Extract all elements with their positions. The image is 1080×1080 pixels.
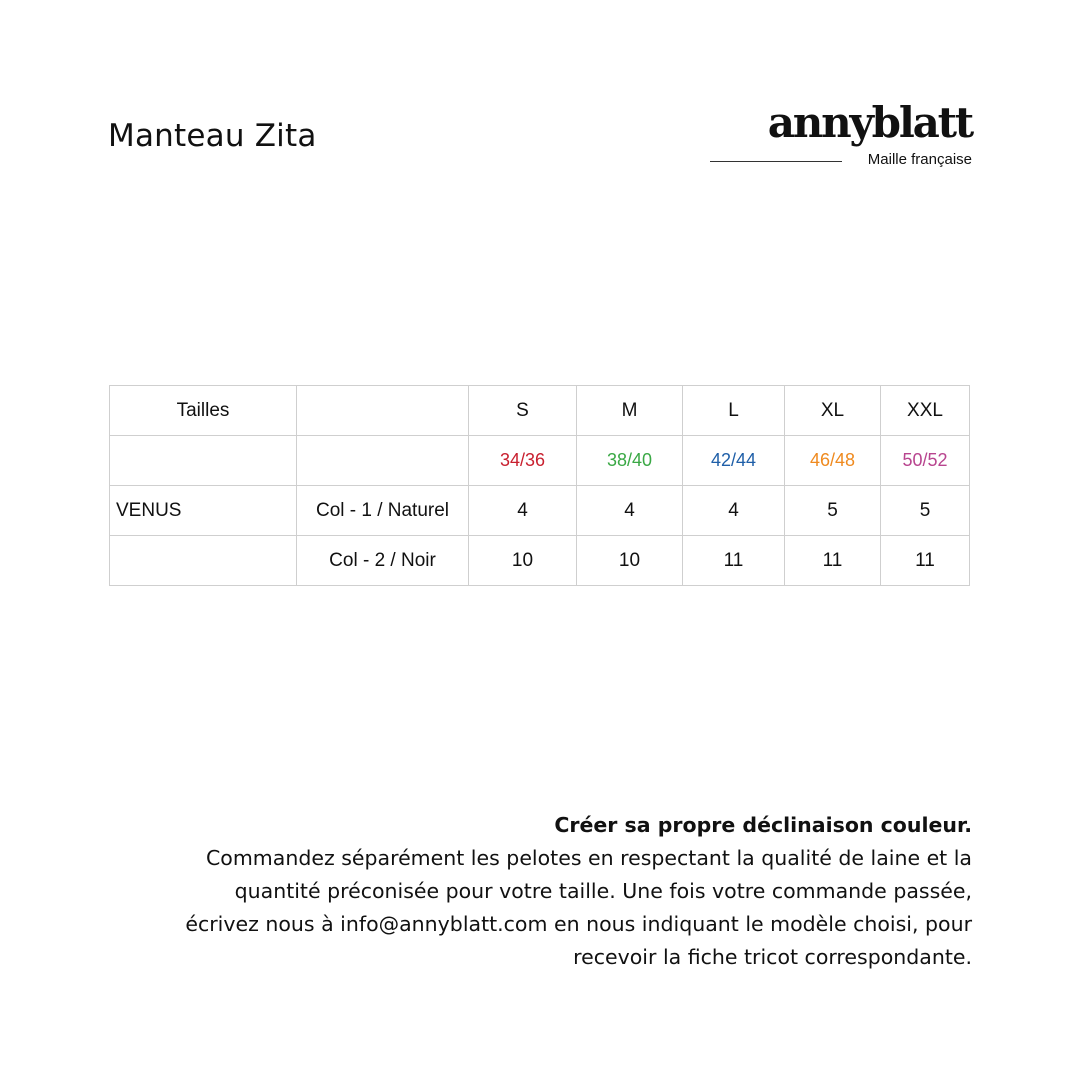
header-cell-sizes: Tailles (110, 386, 297, 436)
table-row (110, 486, 970, 536)
range-cell: 46/48 (785, 436, 881, 486)
quantity-cell: 4 (683, 486, 785, 536)
quantity-cell: 11 (785, 536, 881, 586)
logo-divider (710, 161, 842, 162)
size-table-grid (109, 385, 970, 586)
header-cell-xl: XL (785, 386, 881, 436)
quantity-cell: 11 (683, 536, 785, 586)
range-cell: 34/36 (469, 436, 577, 486)
size-table (109, 385, 970, 586)
quantity-cell: 10 (469, 536, 577, 586)
table-header-row (110, 386, 970, 436)
range-cell-empty (110, 436, 297, 486)
quantity-cell: 5 (881, 486, 970, 536)
quantity-cell: 10 (577, 536, 683, 586)
quantity-cell: 5 (785, 486, 881, 536)
note-line: recevoir la fiche tricot correspondante. (573, 945, 972, 969)
note-line: quantité préconisée pour votre taille. Une fois votre commande passée, (234, 879, 972, 903)
header-cell-s: S (469, 386, 577, 436)
page-title: Manteau Zita (108, 118, 317, 154)
header-cell-xxl: XXL (881, 386, 970, 436)
quantity-cell: 4 (577, 486, 683, 536)
yarn-name-cell: VENUS (110, 486, 297, 536)
range-cell: 42/44 (683, 436, 785, 486)
colour-cell: Col - 2 / Noir (297, 536, 469, 586)
header-cell-empty (297, 386, 469, 436)
quantity-cell: 4 (469, 486, 577, 536)
yarn-name-cell (110, 536, 297, 586)
header-cell-l: L (683, 386, 785, 436)
colour-cell: Col - 1 / Naturel (297, 486, 469, 536)
custom-colour-note (102, 809, 972, 974)
note-line: écrivez nous à info@annyblatt.com en nous indiquant le modèle choisi, pour (185, 912, 972, 936)
table-row-ranges (110, 436, 970, 486)
range-cell-empty (297, 436, 469, 486)
header-cell-m: M (577, 386, 683, 436)
logo-tagline: Maille française (867, 151, 972, 168)
range-cell: 38/40 (577, 436, 683, 486)
note-heading: Créer sa propre déclinaison couleur. (554, 813, 972, 837)
note-line: Commandez séparément les pelotes en respectant la qualité de laine et la (205, 846, 972, 870)
range-cell: 50/52 (881, 436, 970, 486)
brand-logo (710, 98, 972, 174)
logo-wordmark: annyblatt (767, 98, 972, 147)
quantity-cell: 11 (881, 536, 970, 586)
table-row (110, 536, 970, 586)
